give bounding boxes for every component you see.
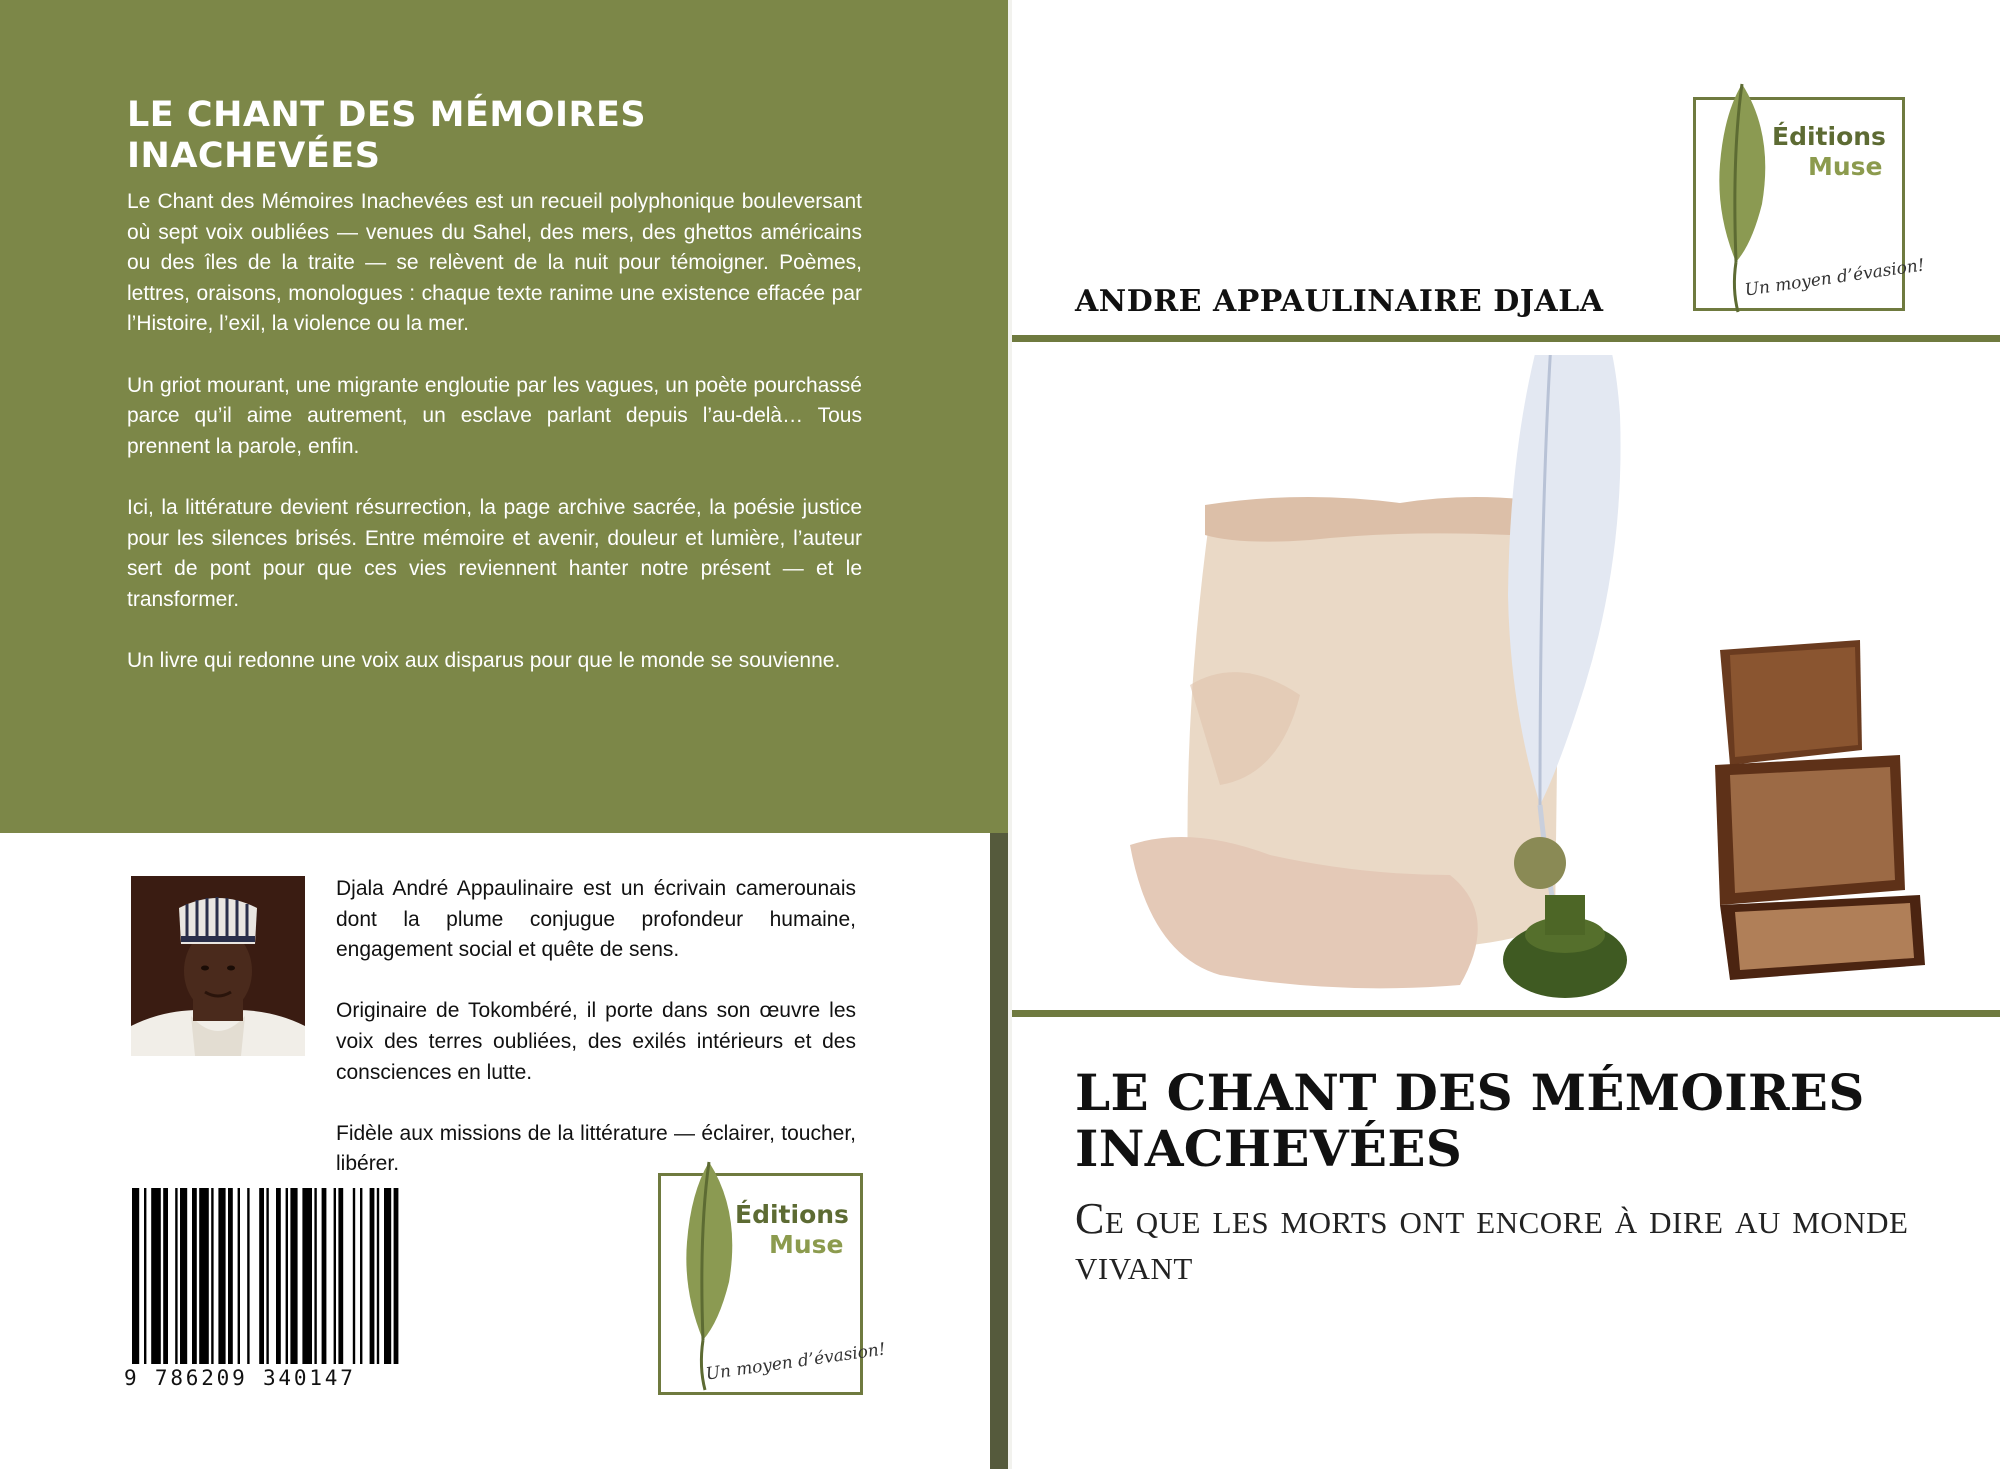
publisher-logo-front bbox=[1693, 97, 1926, 311]
isbn-barcode bbox=[130, 1188, 460, 1388]
divider-bottom bbox=[1012, 1010, 2000, 1017]
publisher-name-line2: Muse bbox=[1808, 152, 1883, 181]
blurb-paragraph: Le Chant des Mémoires Inachevées est un recueil polyphonique bouleversant où sept voix oubliées — venues du Sahel, des mers, des ghettos américains ou des îles de la traite — se relèvent de la nuit pour témoigner. Poèmes, lettres, oraisons, monologues : chaque texte ranime une existence effacée par l’Histoire, l’exil, la violence ou la mer. bbox=[127, 190, 862, 336]
blurb-paragraph: Un griot mourant, une migrante engloutie par les vagues, un poète pourchassé parce qu’il aime autrement, un esclave parlant depuis l’au-delà… Tous prennent la parole, enfin. bbox=[127, 373, 862, 458]
bio-paragraph: Fidèle aux missions de la littérature — éclairer, toucher, libérer. bbox=[336, 1121, 856, 1176]
publisher-name-line1: Éditions bbox=[1772, 122, 1886, 151]
book-spine bbox=[990, 833, 1008, 1469]
author-photo bbox=[131, 876, 305, 1056]
divider-top bbox=[1012, 335, 2000, 342]
cover-illustration bbox=[1040, 355, 2000, 1000]
parchment-scroll-icon bbox=[1130, 497, 1565, 988]
old-books-icon bbox=[1715, 640, 1925, 980]
blurb-paragraph: Ici, la littérature devient résurrection, la page archive sacrée, la poésie justice pour les silences brisés. Entre mémoire et avenir, douleur et lumière, l’auteur sert de pont pour que ces vies reviennent hanter notre présent — et le transformer. bbox=[127, 495, 862, 611]
author-bio bbox=[336, 874, 856, 1211]
bio-paragraph: Originaire de Tokombéré, il porte dans son œuvre les voix des terres oubliées, des exilés intérieurs et des consciences en lutte. bbox=[336, 999, 856, 1084]
publisher-slogan: Un moyen d’évasion! bbox=[1743, 255, 1926, 301]
publisher-name-line2: Muse bbox=[769, 1230, 844, 1259]
front-author-name: ANDRE APPAULINAIRE DJALA bbox=[1075, 284, 1604, 319]
publisher-slogan: Un moyen d’évasion! bbox=[704, 1339, 887, 1385]
feather-icon bbox=[669, 1152, 749, 1392]
blurb-paragraph: Un livre qui redonne une voix aux disparus pour que le monde se souvienne. bbox=[127, 648, 841, 672]
isbn-digits: 9 786209 340147 bbox=[124, 1366, 356, 1390]
front-cover-subtitle: Ce que les morts ont encore à dire au monde vivant bbox=[1075, 1194, 1909, 1289]
back-cover-title: LE CHANT DES MÉMOIRES INACHEVÉES bbox=[127, 95, 647, 176]
back-cover-blurb bbox=[127, 187, 862, 707]
publisher-logo-back bbox=[658, 1173, 887, 1395]
publisher-name-line1: Éditions bbox=[735, 1200, 849, 1229]
bio-paragraph: Djala André Appaulinaire est un écrivain camerounais dont la plume conjugue profondeur humaine, engagement social et quête de sens. bbox=[336, 877, 856, 962]
spine-edge bbox=[1008, 0, 1012, 1469]
front-cover-title: LE CHANT DES MÉMOIRES INACHEVÉES bbox=[1075, 1063, 1865, 1178]
